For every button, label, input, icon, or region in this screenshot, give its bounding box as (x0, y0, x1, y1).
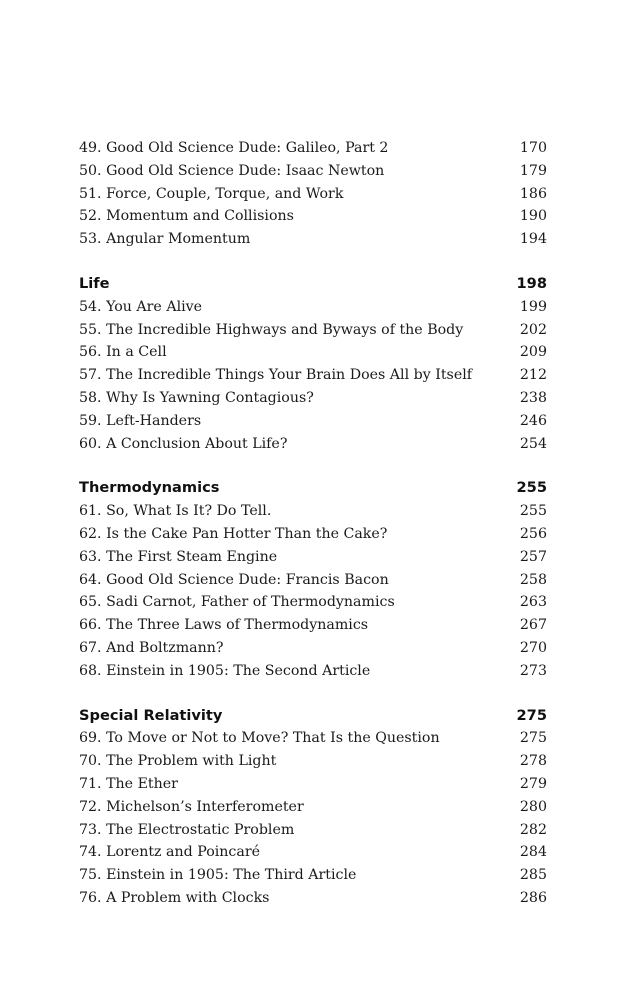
toc-entry-page: 170 (519, 140, 547, 156)
toc-section-life (79, 273, 547, 455)
toc-entry[interactable] (79, 727, 547, 750)
toc-entry-title: 54. You Are Alive (79, 298, 203, 315)
toc-entry-page: 238 (519, 389, 547, 406)
toc-entry-page: 254 (519, 435, 547, 452)
toc-entry[interactable] (79, 819, 547, 842)
toc-entry-title: 65. Sadi Carnot, Father of Thermodynamics (79, 594, 395, 611)
toc-entry-page: 209 (519, 344, 547, 361)
toc-entry-page: 263 (519, 594, 547, 611)
toc-entry[interactable] (79, 796, 547, 819)
toc-entry-page: 246 (519, 412, 547, 429)
toc-section-thermodynamics (79, 477, 547, 682)
toc-entry[interactable] (79, 864, 547, 887)
toc-entry-title: 50. Good Old Science Dude: Isaac Newton (79, 162, 385, 179)
toc-entry[interactable] (79, 614, 547, 637)
toc-entry-page: 256 (519, 525, 547, 542)
toc-entry-title: 60. A Conclusion About Life? (79, 435, 288, 452)
toc-entry[interactable] (79, 637, 547, 660)
toc-entry-title: 59. Left-Handers (79, 412, 202, 429)
toc-entry-page: 284 (519, 844, 547, 861)
toc-entry-page: 212 (519, 367, 547, 384)
toc-entry-title: 68. Einstein in 1905: The Second Article (79, 662, 371, 679)
toc-entry[interactable] (79, 433, 547, 456)
toc-heading-title: Special Relativity (79, 706, 223, 724)
toc-entry-page: 199 (519, 298, 547, 315)
toc-entry-title: 72. Michelson’s Interferometer (79, 798, 304, 815)
table-of-contents (79, 137, 547, 932)
toc-entry-page: 275 (519, 730, 547, 747)
toc-entry[interactable] (79, 205, 547, 228)
toc-section-continuation (79, 137, 547, 251)
toc-entry[interactable] (79, 591, 547, 614)
toc-entry-title: 69. To Move or Not to Move? That Is the Question (79, 730, 440, 747)
toc-entry[interactable] (79, 160, 547, 183)
toc-entry[interactable] (79, 660, 547, 683)
toc-entry-title: 73. The Electrostatic Problem (79, 821, 295, 838)
toc-entry[interactable] (79, 387, 547, 410)
toc-entry-title: 76. A Problem with Clocks (79, 889, 270, 906)
toc-entry-title: 63. The First Steam Engine (79, 548, 278, 565)
toc-entry-page: 258 (519, 571, 547, 588)
toc-entry-title: 57. The Incredible Things Your Brain Does All by Itself (79, 367, 473, 384)
toc-entry[interactable] (79, 296, 547, 319)
toc-entry-page: 194 (519, 231, 547, 248)
toc-entry-page: 202 (519, 321, 547, 338)
toc-entry[interactable] (79, 750, 547, 773)
toc-entry-page: 280 (519, 798, 547, 815)
toc-heading-page: 255 (516, 479, 547, 497)
toc-entry-title: 71. The Ether (79, 775, 178, 792)
toc-entry-page: 278 (519, 753, 547, 770)
toc-entry[interactable] (79, 137, 547, 160)
toc-entry[interactable] (79, 546, 547, 569)
toc-heading-page: 275 (516, 706, 547, 724)
toc-entry-page: 257 (519, 548, 547, 565)
toc-entry[interactable] (79, 183, 547, 206)
toc-entry[interactable] (79, 773, 547, 796)
toc-entry-title: 75. Einstein in 1905: The Third Article (79, 867, 357, 884)
toc-entry-page: 267 (519, 617, 547, 634)
toc-entry-title: 67. And Boltzmann? (79, 639, 224, 656)
toc-section-heading[interactable] (79, 273, 547, 296)
toc-heading-title: Life (79, 274, 110, 292)
toc-entry-page: 255 (519, 503, 547, 520)
toc-entry-title: 56. In a Cell (79, 344, 167, 361)
toc-entry-title: 55. The Incredible Highways and Byways of the Body (79, 321, 464, 338)
toc-entry[interactable] (79, 523, 547, 546)
toc-entry-title: 53. Angular Momentum (79, 231, 251, 248)
toc-heading-title: Thermodynamics (79, 479, 220, 497)
toc-section-heading[interactable] (79, 705, 547, 728)
toc-heading-page: 198 (516, 274, 547, 292)
toc-entry-title: 52. Momentum and Collisions (79, 208, 294, 225)
toc-entry[interactable] (79, 410, 547, 433)
toc-entry[interactable] (79, 341, 547, 364)
toc-section-heading[interactable] (79, 477, 547, 500)
toc-entry-page: 279 (519, 775, 547, 792)
toc-entry-page: 282 (519, 821, 547, 838)
toc-entry-title: 70. The Problem with Light (79, 753, 277, 770)
toc-entry-title: 49. Good Old Science Dude: Galileo, Part 2 (79, 140, 389, 156)
toc-entry[interactable] (79, 841, 547, 864)
toc-entry-title: 66. The Three Laws of Thermodynamics (79, 617, 369, 634)
toc-entry[interactable] (79, 228, 547, 251)
toc-entry[interactable] (79, 887, 547, 910)
toc-section-special-relativity (79, 705, 547, 910)
toc-entry[interactable] (79, 500, 547, 523)
toc-entry-title: 64. Good Old Science Dude: Francis Bacon (79, 571, 389, 588)
toc-entry-page: 186 (519, 185, 547, 202)
toc-entry-page: 190 (519, 208, 547, 225)
toc-entry[interactable] (79, 569, 547, 592)
toc-entry-title: 51. Force, Couple, Torque, and Work (79, 185, 344, 202)
toc-entry-page: 179 (519, 162, 547, 179)
toc-entry-title: 58. Why Is Yawning Contagious? (79, 389, 314, 406)
toc-entry-title: 61. So, What Is It? Do Tell. (79, 503, 272, 520)
toc-entry[interactable] (79, 319, 547, 342)
toc-entry-page: 270 (519, 639, 547, 656)
toc-entry-title: 62. Is the Cake Pan Hotter Than the Cake? (79, 525, 388, 542)
toc-entry-page: 273 (519, 662, 547, 679)
toc-entry-page: 285 (519, 867, 547, 884)
toc-entry[interactable] (79, 364, 547, 387)
toc-entry-page: 286 (519, 889, 547, 906)
toc-entry-title: 74. Lorentz and Poincaré (79, 844, 260, 861)
